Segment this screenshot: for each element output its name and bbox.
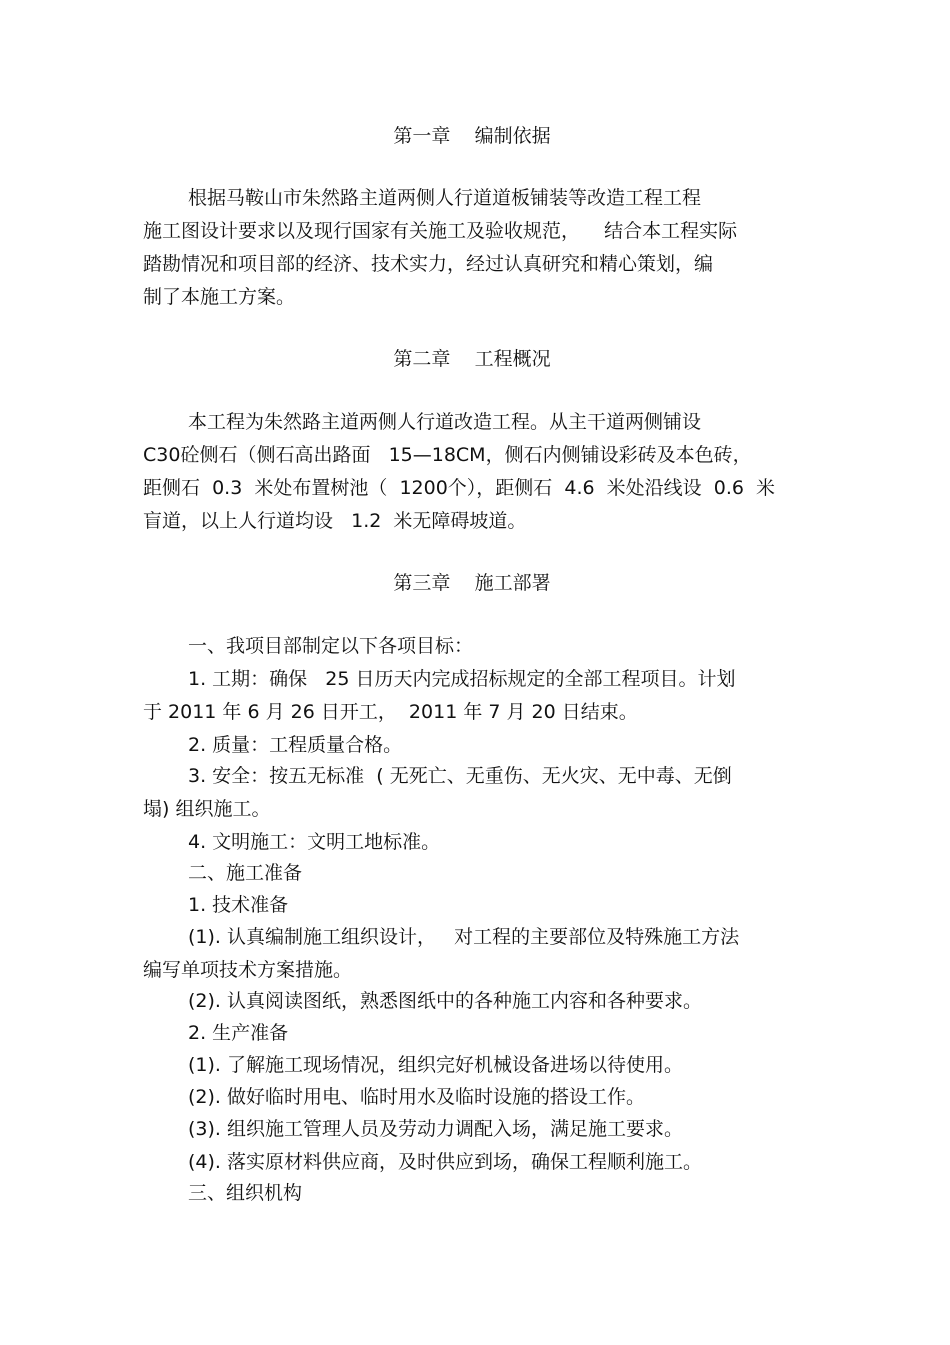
paragraph-line: 本工程为朱然路主道两侧人行道改造工程。从主干道两侧铺设	[188, 411, 702, 433]
list-item: 一、我项目部制定以下各项目标：	[188, 635, 474, 657]
paragraph-line: 踏勘情况和项目部的经济、技术实力，经过认真研究和精心策划，编	[143, 253, 714, 275]
paragraph-line: 制了本施工方案。	[143, 286, 296, 308]
list-item: 三、组织机构	[188, 1182, 303, 1204]
chapter-3-heading: 第三章 施工部署	[393, 572, 551, 594]
list-item: 1. 工期：确保 25 日历天内完成招标规定的全部工程项目。计划	[188, 668, 736, 690]
list-item: (4). 落实原材料供应商，及时供应到场，确保工程顺利施工。	[188, 1151, 702, 1173]
list-item: (3). 组织施工管理人员及劳动力调配入场，满足施工要求。	[188, 1118, 683, 1140]
list-item: 3. 安全：按五无标准 ( 无死亡、无重伤、无火灾、无中毒、无倒	[188, 765, 732, 787]
list-item: 于 2011 年 6 月 26 日开工， 2011 年 7 月 20 日结束。	[143, 701, 638, 723]
paragraph-line: 施工图设计要求以及现行国家有关施工及验收规范， 结合本工程实际	[143, 220, 738, 242]
chapter-1-heading: 第一章 编制依据	[393, 125, 551, 147]
list-item: 4. 文明施工：文明工地标准。	[188, 831, 441, 853]
list-item: (1). 了解施工现场情况，组织完好机械设备进场以待使用。	[188, 1054, 683, 1076]
list-item: 塌) 组织施工。	[143, 798, 271, 820]
chapter-2-heading: 第二章 工程概况	[393, 348, 551, 370]
list-item: (2). 认真阅读图纸，熟悉图纸中的各种施工内容和各种要求。	[188, 990, 702, 1012]
paragraph-line: 距侧石 0.3 米处布置树池（ 1200个），距侧石 4.6 米处沿线设 0.6 米	[143, 477, 776, 499]
paragraph-line: 盲道，以上人行道均设 1.2 米无障碍坡道。	[143, 510, 527, 532]
list-item: 二、施工准备	[188, 862, 303, 884]
paragraph-line: C30砼侧石（侧石高出路面 15—18CM，侧石内侧铺设彩砖及本色砖，	[143, 444, 752, 466]
list-item: 2. 生产准备	[188, 1022, 289, 1044]
list-item: (1). 认真编制施工组织设计， 对工程的主要部位及特殊施工方法	[188, 926, 740, 948]
list-item: 1. 技术准备	[188, 894, 289, 916]
list-item: 编写单项技术方案措施。	[143, 959, 353, 981]
list-item: 2. 质量：工程质量合格。	[188, 734, 403, 756]
list-item: (2). 做好临时用电、临时用水及临时设施的搭设工作。	[188, 1086, 645, 1108]
paragraph-line: 根据马鞍山市朱然路主道两侧人行道道板铺装等改造工程工程	[188, 187, 702, 209]
